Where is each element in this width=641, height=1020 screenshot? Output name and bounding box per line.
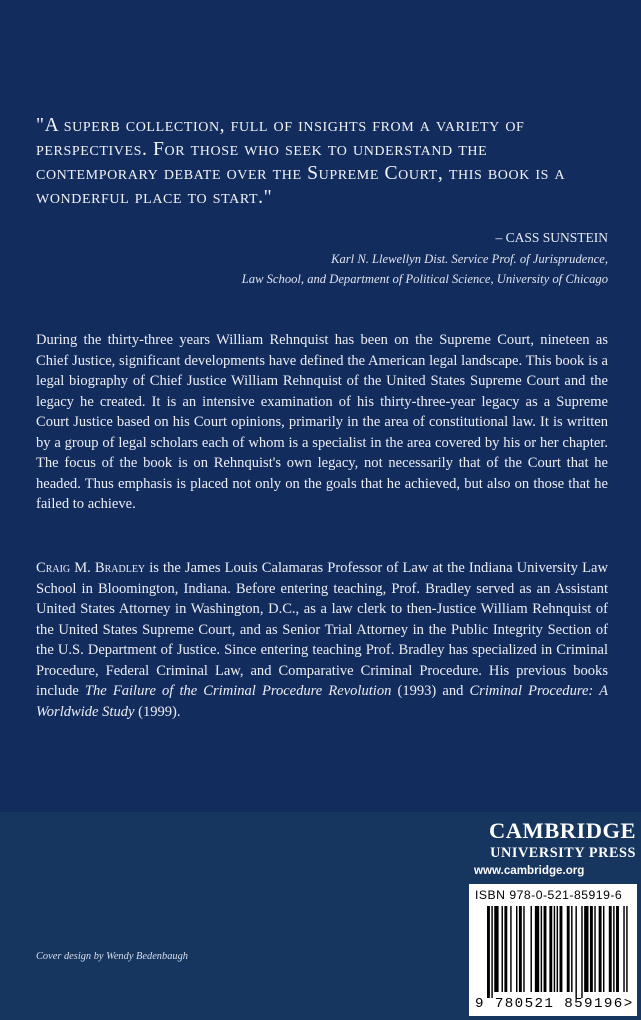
endorser-title-line-1: Karl N. Llewellyn Dist. Service Prof. of Jurisprudence, <box>331 252 608 266</box>
barcode-bar <box>549 906 552 992</box>
barcode-bar <box>519 906 522 992</box>
barcode-bar <box>494 906 498 992</box>
previous-book-1-title: The Failure of the Criminal Procedure Revolution <box>84 683 392 699</box>
barcode-bar <box>487 906 490 998</box>
barcode-bar <box>557 906 558 992</box>
publisher-url: www.cambridge.org <box>474 864 585 877</box>
barcode-bar <box>560 906 563 992</box>
barcode-bar <box>616 906 619 992</box>
previous-book-2-year: (1999). <box>134 703 181 720</box>
publisher-logo-university-press: UNIVERSITY PRESS <box>490 845 636 861</box>
endorser-name: – CASS SUNSTEIN <box>495 230 608 245</box>
barcode-bar <box>516 906 517 992</box>
barcode-bar <box>491 906 492 998</box>
barcode-bar <box>571 906 572 992</box>
barcode-bar <box>535 906 539 992</box>
barcode-bar <box>541 906 542 992</box>
cover-design-credit: Cover design by Wendy Bedenbaugh <box>36 951 188 962</box>
author-name: Craig M. Bradley <box>36 560 146 576</box>
barcode-bar <box>626 906 627 992</box>
barcode-arrow: > <box>623 996 634 1012</box>
endorser-title-line-2: Law School, and Department of Political Science, University of Chicago <box>241 272 608 286</box>
previous-book-2-title: Criminal Procedure: A Worldwide Study <box>36 683 608 720</box>
barcode-bar <box>544 906 547 992</box>
barcode-bar <box>502 906 503 992</box>
barcode-number: 9 780521 859196 <box>475 996 624 1012</box>
barcode-bar <box>590 906 593 992</box>
isbn-barcode-panel <box>469 884 637 1016</box>
book-description: During the thirty-three years William Rehnquist has been on the Supreme Court, nineteen as Chief Justice, significant developments have defined the American legal landscape. This book is a legal biography of Chief Justice William Rehnquist of the United States Supreme Court and the legacy he created. It is an intensive examination of his thirty-three-year legacy as a Supreme Court Justice based on his Court opinions, primarily in the area of constitutional law. It is written by a group of legal scholars each of whom is a specialist in the area covered by his or her chapter. The focus of the book is on Rehnquist's own legacy, not necessarily that of the Court that he headed. Thus emphasis is placed not only on the goals that he achieved, but also on those that he failed to achieve. <box>36 332 608 512</box>
barcode-bar <box>609 906 612 992</box>
barcode-bar <box>581 906 582 998</box>
author-bio-text: is the James Louis Calamaras Professor of Law at the Indiana University Law School in Bloomington, Indiana. Before entering teaching, Prof. Bradley served as an Assistant United States Attorney in Washington, D.C., as a law clerk to then-Justice William Rehnquist of the United States Supreme Court, and as Senior Trial Attorney in the Public Integrity Section of the U.S. Department of Justice. Since entering teaching Prof. Bradley has specialized in Criminal Procedure, Federal Criminal Law, and Comparative Criminal Procedure. His previous books include <box>36 560 608 699</box>
barcode-bar <box>504 906 507 992</box>
barcode-bar <box>567 906 570 992</box>
barcode-bar <box>599 906 602 992</box>
publisher-logo-cambridge: CAMBRIDGE <box>488 818 636 843</box>
author-bio <box>36 558 608 722</box>
barcode-bar <box>603 906 604 992</box>
barcode-digits <box>475 996 633 1012</box>
barcode-bar <box>510 906 511 992</box>
barcode-bar <box>623 906 624 992</box>
barcode-bar <box>613 906 614 992</box>
isbn-label: ISBN 978-0-521-85919-6 <box>475 888 623 902</box>
barcode-bar <box>554 906 555 992</box>
barcode-bar <box>575 906 576 998</box>
barcode-bar <box>531 906 532 992</box>
barcode-bar <box>594 906 595 992</box>
barcode-bar <box>523 906 524 992</box>
endorsement-quote: "A superb collection, full of insights from a variety of perspectives. For those who seek to understand the contemporary debate over the Supreme Court, this book is a wonderful place to start." <box>36 115 566 208</box>
previous-book-1-year: (1993) and <box>391 683 470 699</box>
barcode-bar <box>584 906 588 992</box>
